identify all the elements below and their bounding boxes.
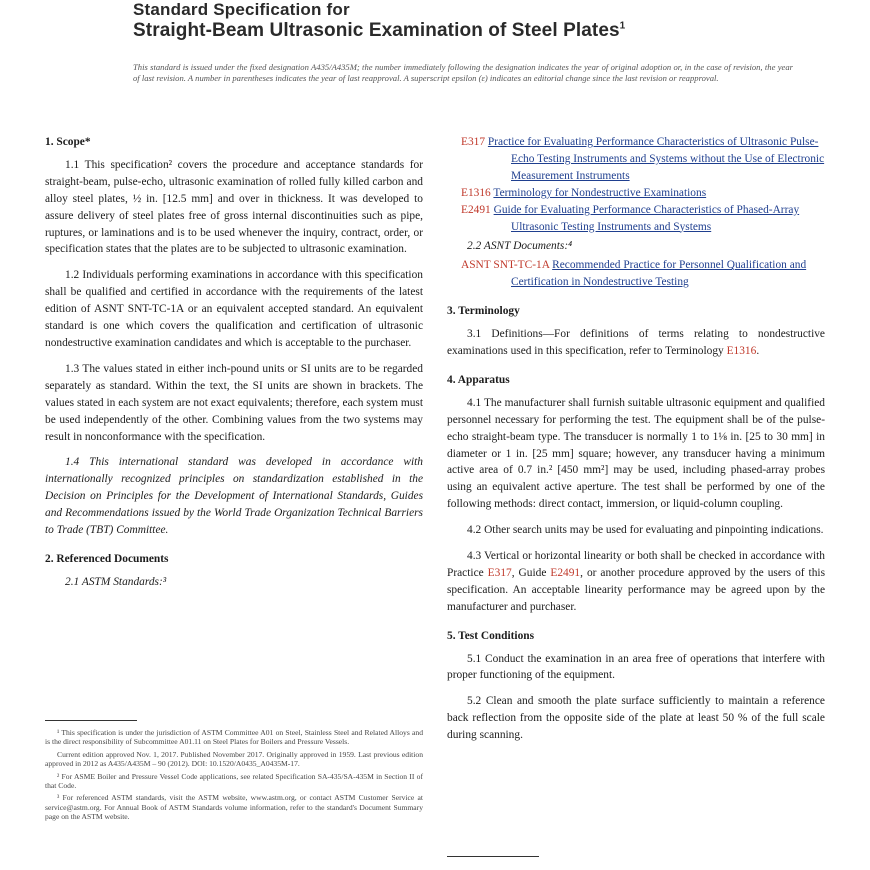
reference-asnt bbox=[447, 257, 825, 291]
para-1-4: 1.4 This international standard was developed in accordance with internationally recognized principles on standardization established in the Decision on Principles for the Development of International Standards, Guides and Recommendations issued by the World Trade Organization Technical Barriers to Trade (TBT) Committee. bbox=[45, 456, 423, 537]
footnote-1: ¹ This specification is under the jurisdiction of ASTM Committee A01 on Steel, Stainless Steel and Related Alloys and is the direct responsibility of Subcommittee A01.11 on Steel Plates for Boilers and Pressure Vessels. bbox=[45, 728, 423, 747]
footnote-3: ³ For referenced ASTM standards, visit the ASTM website, www.astm.org, or contact ASTM Customer Service at service@astm.org. For Annual Book of ASTM Standards volume information, refer to the standard's Document Summary page on the ASTM website. bbox=[45, 793, 423, 822]
section-4-heading: 4. Apparatus bbox=[447, 373, 510, 386]
reference-e317 bbox=[447, 134, 825, 185]
ref-code-link[interactable]: E317 bbox=[461, 136, 486, 148]
para-2-1: 2.1 ASTM Standards:³ bbox=[65, 575, 167, 588]
ref-title[interactable]: Terminology for Nondestructive Examinations bbox=[493, 186, 707, 199]
footnote-2: ² For ASME Boiler and Pressure Vessel Code applications, see related Specification SA-435/SA-435M in Section II of that Code. bbox=[45, 771, 423, 791]
reference-e1316 bbox=[447, 185, 825, 202]
e317-link[interactable]: E317 bbox=[487, 566, 512, 579]
footnote-divider-right bbox=[447, 856, 539, 857]
para-2-2: 2.2 ASNT Documents:⁴ bbox=[467, 240, 573, 253]
para-text: 3.1 Definitions—For definitions of terms relating to nondestructive examinations used in this specification, refer to Terminology bbox=[447, 328, 825, 357]
title-text: Straight-Beam Ultrasonic Examination of Steel Plates bbox=[133, 20, 620, 41]
right-column bbox=[447, 134, 825, 753]
para-1-3: 1.3 The values stated in either inch-pound units or SI units are to be regarded separately as standard. Within the text, the SI units are shown in brackets. The values stated in each system are not exact equivalents; therefore, each system must be used independently of the other. Combining values from the two systems may result in nonconformance with the specification. bbox=[45, 362, 423, 443]
ref-code-link[interactable]: E1316 bbox=[461, 186, 491, 199]
para-text: 4.3 Vertical or horizontal linearity or both shall be checked in accordance with Practice bbox=[447, 550, 825, 579]
footnotes bbox=[45, 728, 423, 825]
ref-title[interactable]: Guide for Evaluating Performance Characteristics of Phased-Array Ultrasonic Testing Instruments and Systems bbox=[493, 203, 800, 233]
ref-code-link[interactable]: ASNT SNT-TC-1A bbox=[461, 259, 550, 272]
section-2-heading: 2. Referenced Documents bbox=[45, 552, 169, 565]
e2491-link[interactable]: E2491 bbox=[550, 566, 581, 579]
para-text: , Guide bbox=[511, 566, 551, 579]
ref-code-link[interactable]: E2491 bbox=[461, 203, 491, 216]
ref-title[interactable]: Practice for Evaluating Performance Characteristics of Ultrasonic Pulse-Echo Testing Instruments and Systems without the Use of Electronic Measurement Instruments bbox=[487, 136, 825, 182]
e1316-link[interactable]: E1316 bbox=[726, 344, 757, 357]
left-column bbox=[45, 134, 423, 600]
title-line-2 bbox=[133, 20, 625, 42]
section-1-heading: 1. Scope* bbox=[45, 136, 91, 148]
para-1-1: 1.1 This specification² covers the procedure and acceptance standards for straight-beam, pulse-echo, ultrasonic examination of rolled fully killed carbon and alloy steel plates, ½ in. [12.5 mm] and over in thickness. It was developed to assure delivery of steel plates free of gross internal discontinuities such as pipe, ruptures, or laminations and is to be used whenever the inquiry, contract, order, or specification states that the plates are to be subjected to ultrasonic examination. bbox=[45, 158, 423, 256]
footnote-divider bbox=[45, 720, 137, 721]
para-text: , or another procedure approved by the users of this specification. An acceptable linearity performance may be agreed upon by the manufacturer and purchaser. bbox=[447, 566, 826, 613]
section-5-heading: 5. Test Conditions bbox=[447, 629, 535, 642]
para-text: . bbox=[756, 344, 760, 357]
reference-e2491 bbox=[447, 202, 825, 236]
section-3-heading: 3. Terminology bbox=[447, 305, 520, 318]
para-1-2: 1.2 Individuals performing examinations in accordance with this specification shall be qualified and certified in accordance with the requirements of the latest edition of ASNT SNT-TC-1A or an equivalent accepted standard. An equivalent standard is one which covers the qualification and certification of ultrasonic nondestructive examination candidates and which is acceptable to the purchaser. bbox=[45, 269, 423, 349]
para-5-2: 5.2 Clean and smooth the plate surface sufficiently to maintain a reference back reflection from the opposite side of the plate at least 50 % of the full scale during scanning. bbox=[447, 695, 825, 742]
para-3-1 bbox=[447, 326, 825, 360]
footnote-1b: Current edition approved Nov. 1, 2017. Published November 2017. Originally approved in 1959. Last previous edition approved in 2012 as A435/A435M – 90 (2012). DOI: 10.1520/A0435_A0435M-17. bbox=[45, 749, 423, 769]
title-footnote-mark: 1 bbox=[619, 20, 626, 32]
ref-title[interactable]: Recommended Practice for Personnel Qualification and Certification in Nondestructive Testing bbox=[511, 259, 807, 289]
title-line-1: Standard Specification for bbox=[133, 0, 350, 19]
para-4-2: 4.2 Other search units may be used for evaluating and pinpointing indications. bbox=[467, 524, 824, 537]
para-5-1: 5.1 Conduct the examination in an area free of operations that interfere with proper functioning of the equipment. bbox=[447, 652, 825, 682]
designation-note: This standard is issued under the fixed designation A435/A435M; the number immediately following the designation indicates the year of original adoption or, in the case of revision, the year of last revision. A number in parentheses indicates the year of last reapproval. A superscript epsilon (ε) indicates an editorial change since the last revision or reapproval. bbox=[133, 62, 793, 83]
para-4-3 bbox=[447, 548, 825, 616]
para-4-1: 4.1 The manufacturer shall furnish suitable ultrasonic equipment and qualified personnel necessary for performing the test. The equipment shall be of the pulse-echo straight-beam type. The transducer is normally 1 to 1⅛ in. [25 to 30 mm] in diameter or 1 in. [25 mm] square; however, any transducer having a minimum active area of 0.7 in.² [450 mm²] may be used, including phased-array probes using an equivalent active aperture. The test shall be performed by one of the following methods: direct contact, immersion, or liquid-column coupling. bbox=[447, 396, 825, 511]
